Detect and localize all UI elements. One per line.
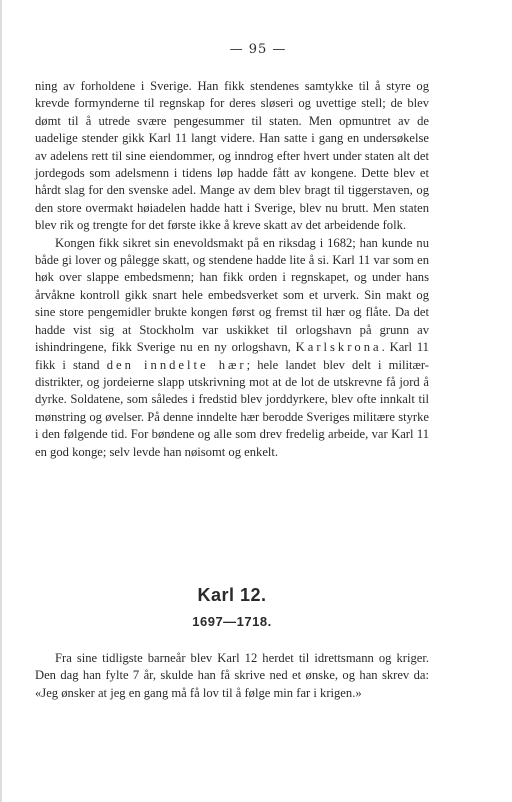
text-run: . Karl 11 fikk i stand [35,340,429,372]
emphasized-term: Karlskrona [295,340,382,355]
body-text-section-1 [35,78,429,461]
paragraph: Fra sine tidligste barneår blev Karl 12 herdet til idrettsmann og kriger. Den dag han fylte 7 år, skulde han få skrive ned et ønske, og han skrev da: «Jeg ønsker at jeg en gang må få lov til å følge min far i krigen.» [35,651,429,700]
text-run: Kongen fikk sikret sin enevoldsmakt på en riksdag i 1682; han kunde nu både gi lover og pålegge skatt, og stendene hadde lite å si. Karl 11 var som en høk over slappe embedsmenn; han fikk orden i regnskapet, og under hans årvåkne kontroll gikk snart hele embedsverket som et urverk. Sin makt og sine store pengemidler brukte kongen først og fremst til hær og flåte. Da det hadde vist sig at Stockholm var uskikket til orlogshavn på grunn av ishindringene, fikk Sverige nu en ny orlogshavn, [35,235,429,355]
paragraph [35,235,429,461]
body-text-section-2 [35,650,429,702]
emphasized-term: den inndelte hær [106,357,247,372]
chapter-title: Karl 12. [197,585,267,605]
paragraph: ning av forholdene i Sverige. Han fikk stendenes samtykke til å styre og krevde formynderne til regnskap for deres sløseri og uvettige stell; de blev dømt til å utrede svære pengesummer til staten. Men opmuntret av de uadelige stender gikk Karl 11 langt videre. Han satte i gang en undersøkelse av adelens rett til sine eiendommer, og inndrog efter hvert under staten alt det jordegods som adelsmenn i tidens løp hadde fått av kongene. Dette blev et hårdt slag for den svenske adel. Mange av dem blev bragt til tiggerstaven, og den store overmakt høiadelen hadde hatt i Sverige, blev nu brutt. Men staten blev rik og trengte for det første ikke å kreve skatt av det arbeidende folk. [35,79,429,233]
page-number: — 95 — [229,42,287,57]
chapter-years: 1697—1718. [192,614,272,629]
text-run: ; hele landet blev delt i militær-distrikter, og jordeierne slapp utskrivning mot at de lot de utskrevne få jord å dyrke. Soldatene, som således i fredstid blev jorddyrkere, blev ofte innkalt til mønstring og øvelser. På denne inndelte hær berodde Sveriges militære styrke i den følgende tid. For bøndene og alle som drev fredelig arbeide, var Karl 11 en god konge; selv levde han nøisomt og enkelt. [35,357,429,459]
